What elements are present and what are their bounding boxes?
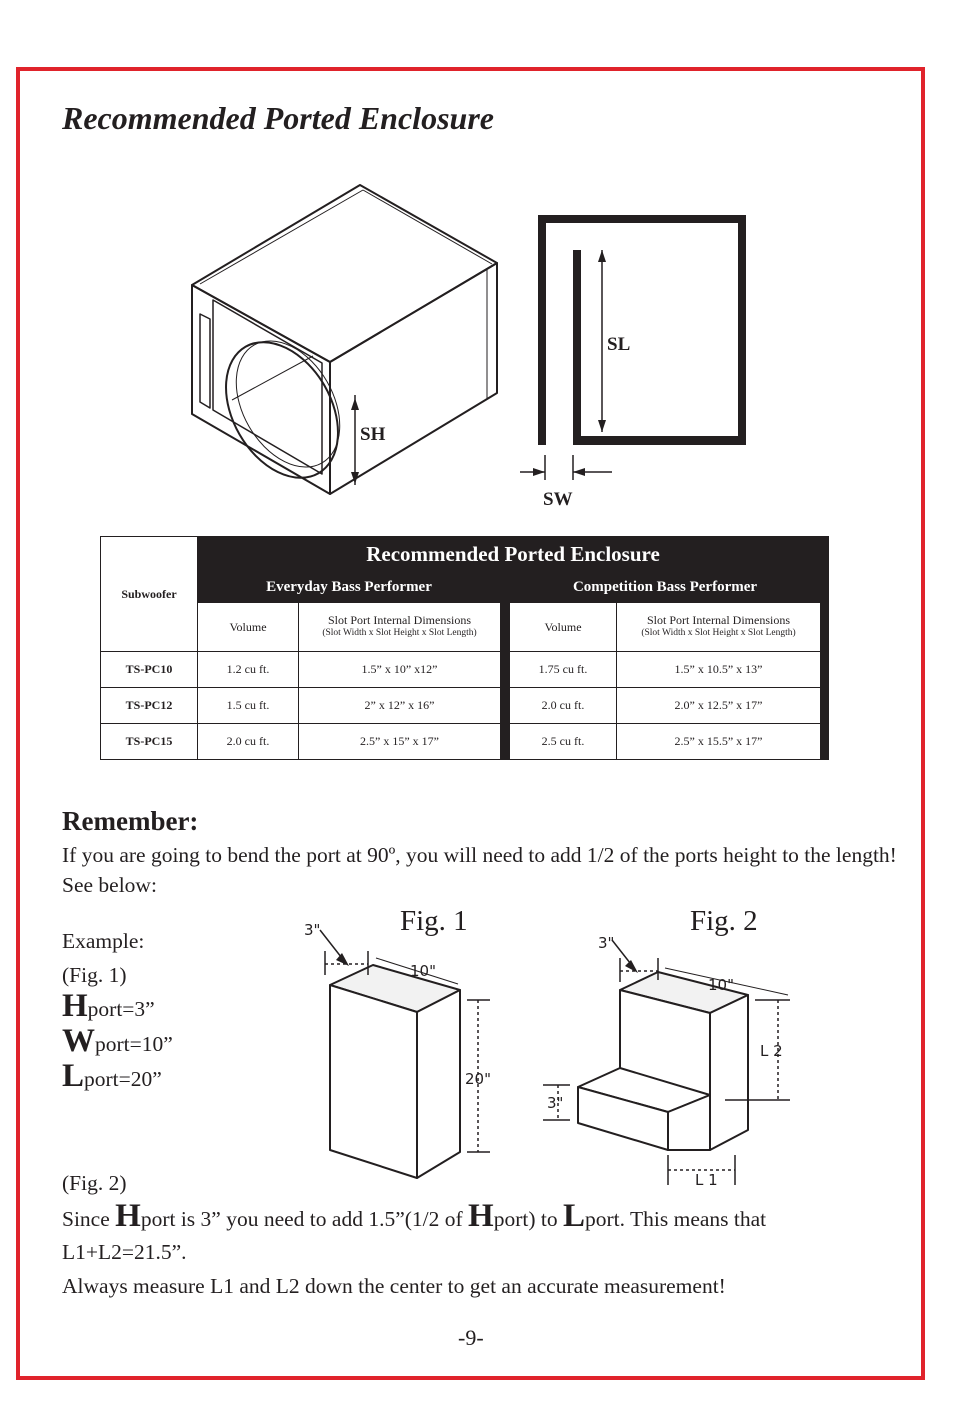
cp-dims-header: Slot Port Internal Dimensions (Slot Width x Slot Height x Slot Length) [617, 603, 821, 652]
fig2-label: Fig. 2 [690, 905, 758, 937]
cp-volume-header: Volume [510, 603, 617, 652]
ev-dims-header: Slot Port Internal Dimensions (Slot Width x Slot Height x Slot Length) [299, 603, 501, 652]
cp-volume-cell: 2.0 cu ft. [510, 688, 617, 724]
remember-text: If you are going to bend the port at 90º, you will need to add 1/2 of the ports height to the length! See below: [62, 843, 897, 897]
fig2-dim-l1: L 1 [695, 1171, 718, 1189]
fig1-label: Fig. 1 [400, 905, 468, 937]
remember-heading: Remember: [62, 806, 199, 836]
cp-dims-cell: 1.5” x 10.5” x 13” [617, 652, 821, 688]
w-port-line: Wport=10” [62, 1023, 173, 1059]
ev-dims-cell: 1.5” x 10” x12” [299, 652, 501, 688]
table-title: Recommended Ported Enclosure [198, 537, 829, 572]
model-cell: TS-PC12 [101, 688, 198, 724]
group-everyday: Everyday Bass Performer [198, 572, 501, 603]
model-cell: TS-PC15 [101, 724, 198, 760]
fig1-dim-l: 20" [465, 1070, 491, 1088]
cp-volume-cell: 2.5 cu ft. [510, 724, 617, 760]
fig2-dim-w: 10" [708, 976, 734, 994]
cp-dims-cell: 2.0” x 12.5” x 17” [617, 688, 821, 724]
measure-note: Always measure L1 and L2 down the center to get an accurate measurement! [62, 1274, 726, 1298]
ev-dims-cell: 2” x 12” x 16” [299, 688, 501, 724]
ev-dims-cell: 2.5” x 15” x 17” [299, 724, 501, 760]
fig1-dim-w: 10" [410, 962, 436, 980]
page-title: Recommended Ported Enclosure [62, 100, 494, 136]
fig2-ref: (Fig. 2) [62, 1171, 127, 1195]
sum-line: L1+L2=21.5”. [62, 1240, 187, 1264]
fig2-dim-h-top: 3" [598, 934, 615, 952]
ev-volume-cell: 1.5 cu ft. [198, 688, 299, 724]
ev-volume-cell: 2.0 cu ft. [198, 724, 299, 760]
subwoofer-header: Subwoofer [101, 537, 198, 652]
fig1-dim-h: 3" [304, 921, 321, 939]
cp-dims-cell: 2.5” x 15.5” x 17” [617, 724, 821, 760]
since-line: Since Hport is 3” you need to add 1.5”(1/2 of Hport) to Lport. This means that [62, 1198, 767, 1234]
model-cell: TS-PC10 [101, 652, 198, 688]
sw-label: SW [543, 489, 573, 510]
sl-label: SL [607, 334, 631, 355]
fig2-dim-l2: L 2 [760, 1042, 783, 1060]
h-port-line: Hport=3” [62, 988, 155, 1024]
example-label: Example: [62, 929, 145, 953]
fig1-ref: (Fig. 1) [62, 963, 127, 987]
sh-label: SH [360, 424, 386, 445]
fig2-dim-h-side: 3" [547, 1094, 564, 1112]
ev-volume-header: Volume [198, 603, 299, 652]
ev-volume-cell: 1.2 cu ft. [198, 652, 299, 688]
page-number: -9- [458, 1325, 484, 1350]
l-port-line: Lport=20” [62, 1058, 162, 1094]
cp-volume-cell: 1.75 cu ft. [510, 652, 617, 688]
group-competition: Competition Bass Performer [510, 572, 821, 603]
